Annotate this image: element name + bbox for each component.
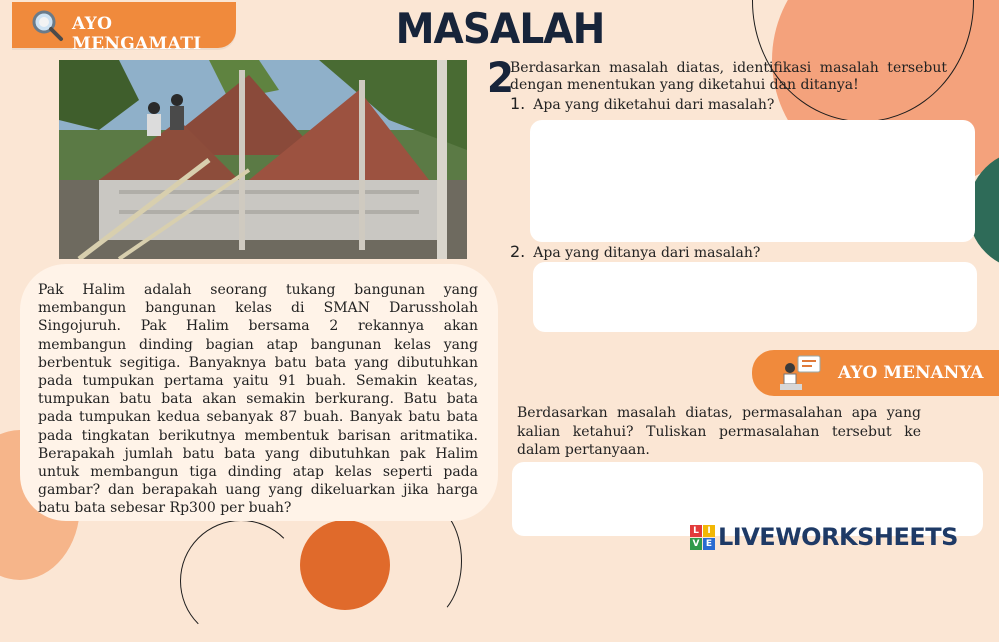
story-box bbox=[20, 264, 498, 521]
decorative-orange-circle bbox=[300, 520, 390, 610]
answer-field-asked[interactable] bbox=[533, 262, 977, 332]
logo-tiles bbox=[690, 525, 715, 550]
ayo-mengamati-badge bbox=[12, 2, 236, 54]
answer-field-known[interactable] bbox=[530, 120, 975, 242]
ayo-menanya-badge bbox=[752, 350, 999, 396]
question-text: Apa yang ditanya dari masalah? bbox=[533, 245, 761, 261]
question-prompt: Berdasarkan masalah diatas, permasalahan apa yang kalian ketahui? Tuliskan permasalahan tersebut ke dalam pertanyaan. bbox=[517, 405, 921, 458]
instruction-text: Berdasarkan masalah diatas, identifikasi masalah tersebut dengan menentukan yang diketahui dan ditanya! bbox=[510, 60, 947, 93]
magnifier-icon bbox=[30, 8, 64, 42]
page-title: MASALAH 2 bbox=[395, 4, 605, 102]
question-1 bbox=[510, 94, 774, 113]
badge-label: AYO MENGAMATI bbox=[72, 14, 202, 54]
story-text: Pak Halim adalah seorang tukang bangunan yang membangun bangunan kelas di SMAN Darussholah Singojuruh. Pak Halim bersama 2 rekannya akan membangun dinding bagian atap bangunan kelas yang berbentuk segitiga. Banyaknya batu bata yang dibutuhkan pada tumpukan pertama yaitu 91 buah. Semakin keatas, tumpukan batu bata akan semakin berkurang. Batu bata pada tumpukan kedua sebanyak 87 buah. Banyak batu bata pada tingkatan berikutnya membentuk barisan aritmatika. Berapakah jumlah batu bata yang dibutuhkan pak Halim untuk membangun tiga dinding atap kelas seperti pada gambar? dan berapakah uang yang dikeluarkan jika harga batu bata sebesar Rp300 per buah? bbox=[38, 282, 478, 517]
liveworksheets-logo bbox=[690, 522, 958, 552]
question-text: Apa yang diketahui dari masalah? bbox=[533, 97, 775, 113]
logo-tile: V bbox=[690, 538, 702, 550]
presenter-icon bbox=[778, 354, 822, 392]
question-number: 2. bbox=[510, 242, 526, 261]
logo-tile: E bbox=[703, 538, 715, 550]
roof-photo-illustration bbox=[59, 60, 467, 259]
logo-tile: L bbox=[690, 525, 702, 537]
badge-label: AYO MENANYA bbox=[838, 363, 984, 383]
question-2 bbox=[510, 242, 760, 261]
question-number: 1. bbox=[510, 94, 526, 113]
decorative-line bbox=[180, 520, 302, 642]
logo-tile: I bbox=[703, 525, 715, 537]
logo-text: LIVEWORKSHEETS bbox=[718, 523, 958, 551]
construction-photo bbox=[59, 60, 467, 259]
